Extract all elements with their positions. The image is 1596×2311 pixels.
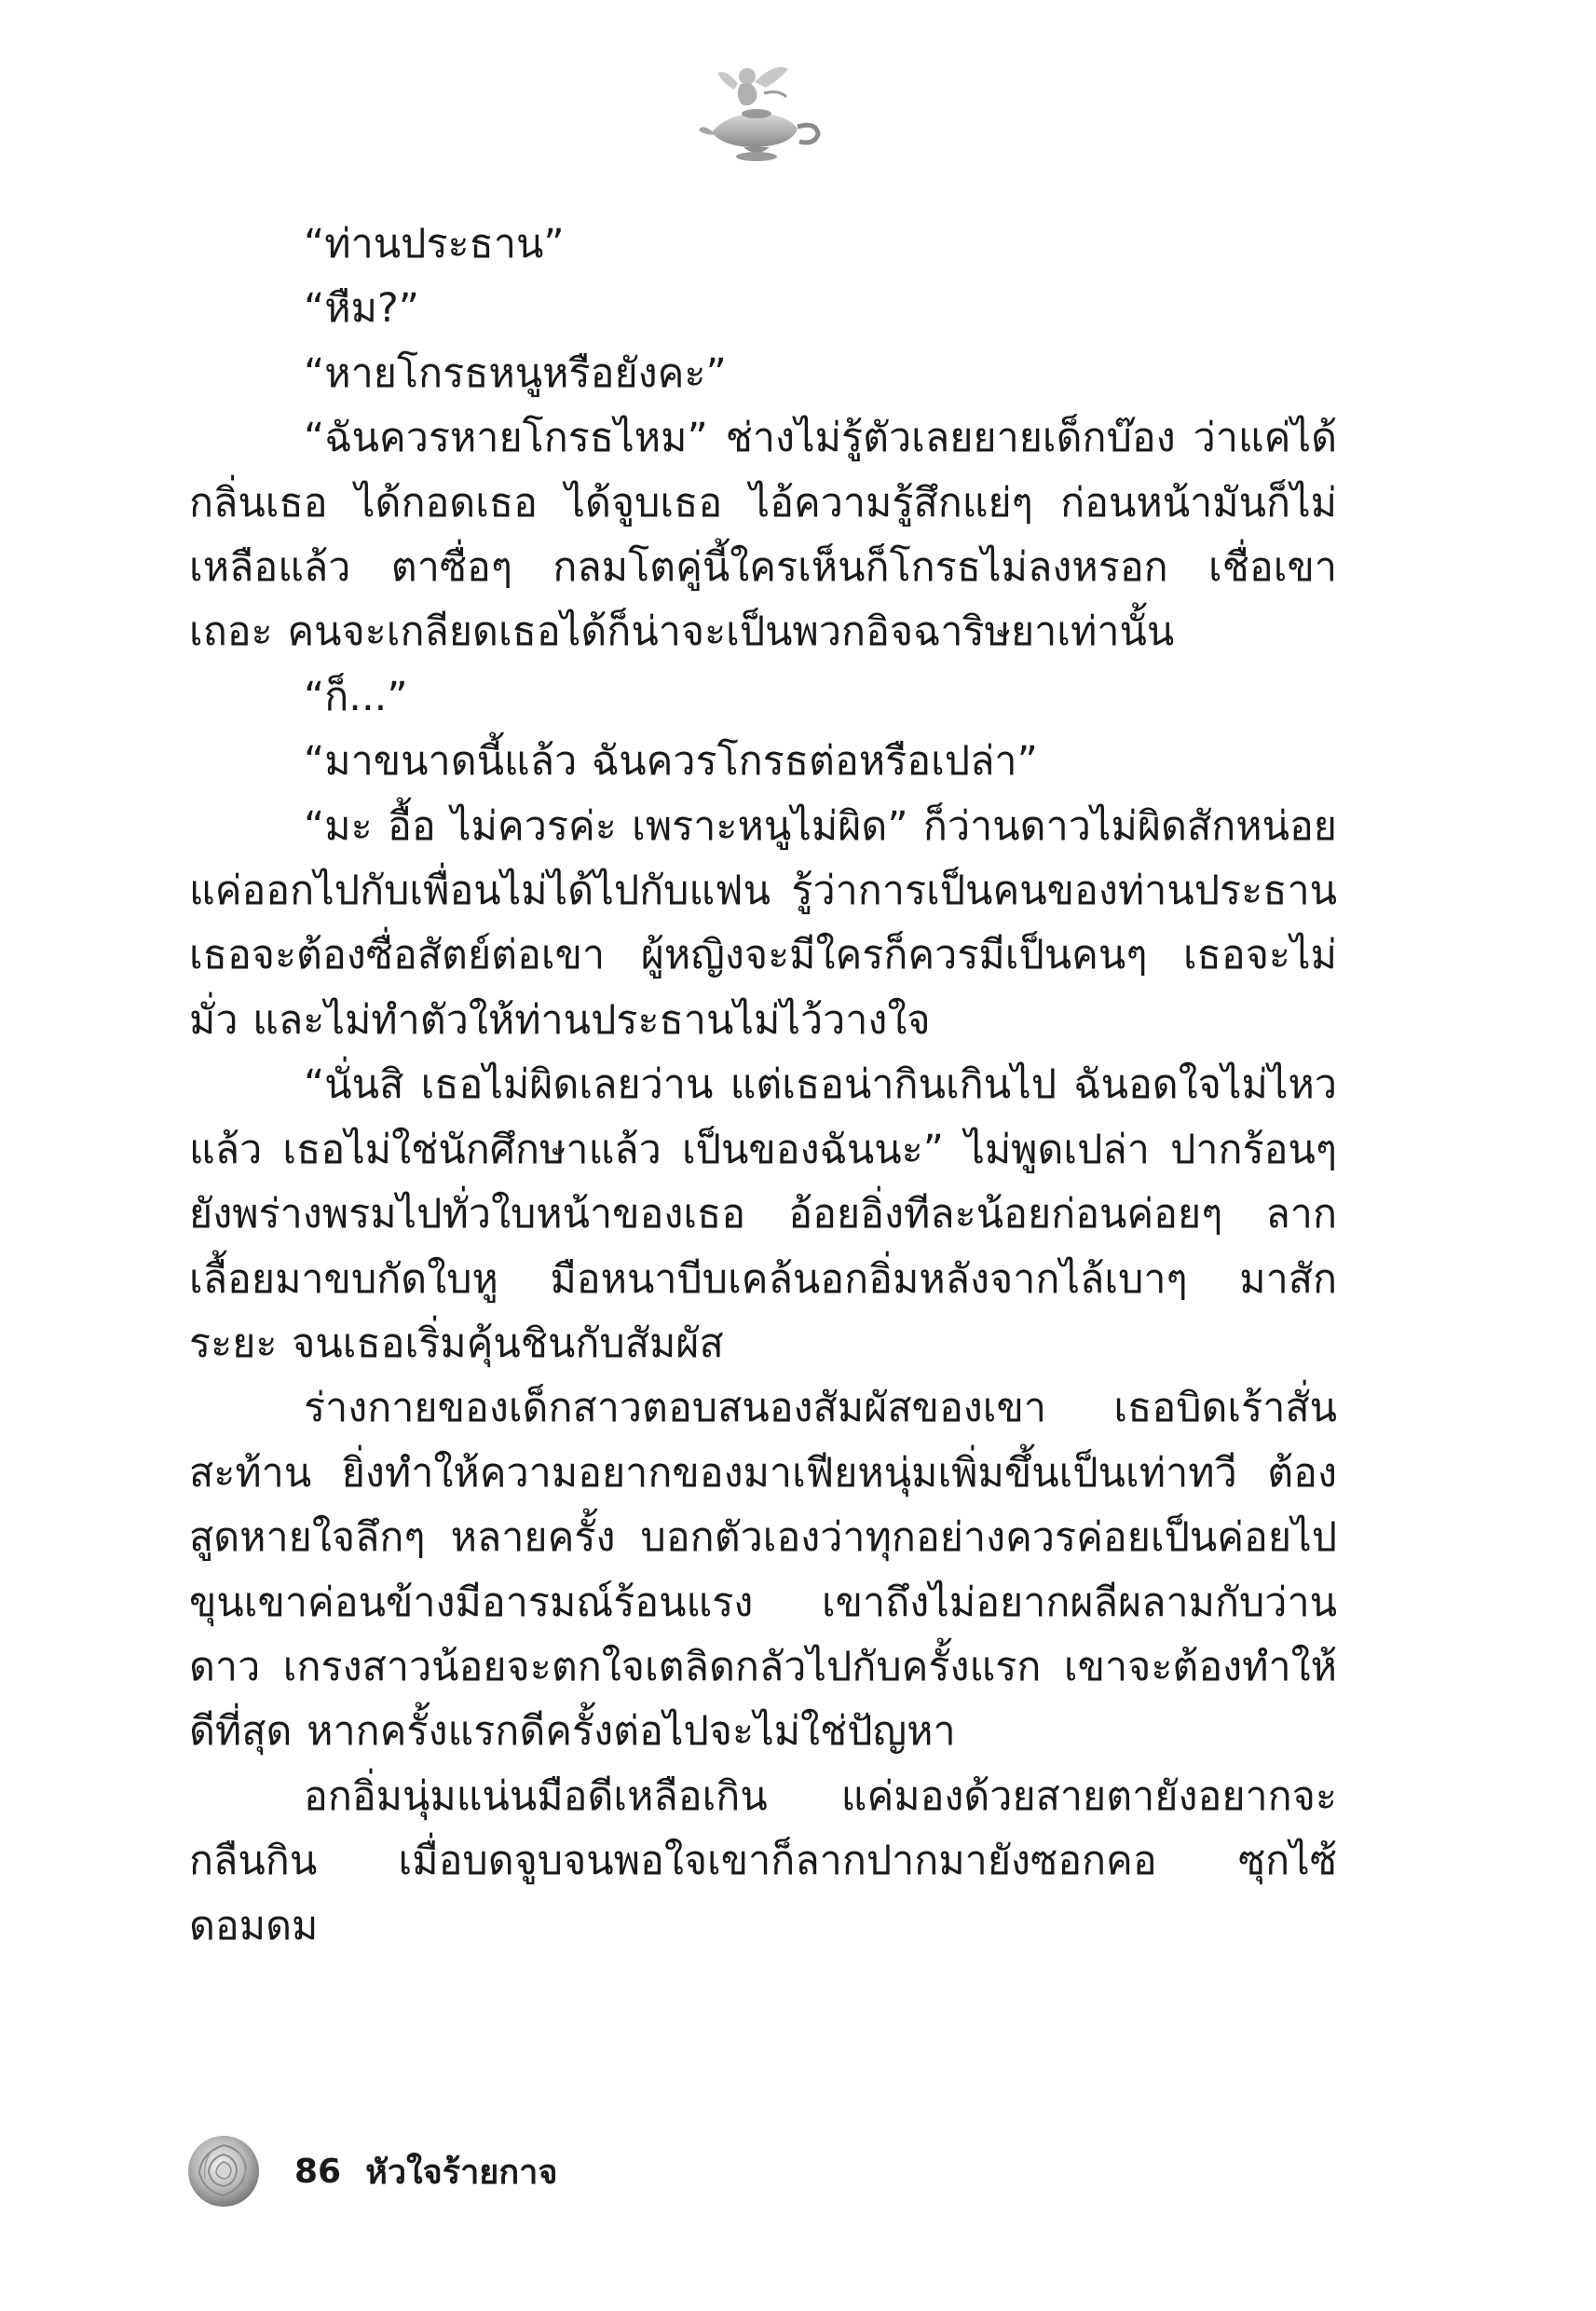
book-title: หัวใจร้ายกาจ (365, 2153, 558, 2192)
page-footer (184, 2129, 557, 2213)
paragraph: “มาขนาดนี้แล้ว ฉันควรโกรธต่อหรือเปล่า” (304, 738, 1038, 786)
paragraph: “ฉันควรหายโกรธไหม” ช่างไม่รู้ตัวเลยยายเด็กบ๊อง ว่าแค่ได้กลิ่นเธอ ได้กอดเธอ ได้จูบเธอ ไอ้ความรู้สึกแย่ๆ ก่อนหน้ามันก็ไม่เหลือแล้ว ตาซื่อๆ กลมโตคู่นี้ใครเห็นก็โกรธไม่ลงหรอก เชื่อเขาเถอะ คนจะเกลียดเธอได้ก็น่าจะเป็นพวกอิจฉาริษยาเท่านั้น (189, 415, 1337, 656)
paragraph: อกอิ่มนุ่มแน่นมือดีเหลือเกิน แค่มองด้วยสายตายังอยากจะกลืนกิน เมื่อบดจูบจนพอใจเขาก็ลากปากมายังซอกคอ ซุกไซ้ ดอมดม (189, 1772, 1337, 1949)
genie-lamp-icon (689, 56, 829, 168)
page-number: 86 (294, 2152, 342, 2191)
paragraph: “หืม?” (304, 285, 420, 333)
paragraph: “มะ อื้อ ไม่ควรค่ะ เพราะหนูไม่ผิด” ก็ว่านดาวไม่ผิดสักหน่อย แค่ออกไปกับเพื่อนไม่ได้ไปกับแฟน รู้ว่าการเป็นคนของท่านประธาน เธอจะต้องซื่อสัตย์ต่อเขา ผู้หญิงจะมีใครก็ควรมีเป็นคนๆ เธอจะไม่มั่ว และไม่ทำตัวให้ท่านประธานไม่ไว้วางใจ (189, 802, 1337, 1044)
body-text (189, 212, 1337, 1959)
paragraph: “หายโกรธหนูหรือยังคะ” (304, 349, 727, 397)
rose-icon (184, 2132, 263, 2210)
paragraph: “ท่านประธาน” (304, 221, 565, 267)
paragraph: ร่างกายของเด็กสาวตอบสนองสัมผัสของเขา เธอบิดเร้าสั่นสะท้าน ยิ่งทำให้ความอยากของมาเฟียหนุ่มเพิ่มขึ้นเป็นเท่าทวี ต้องสูดหายใจลึกๆ หลายครั้ง บอกตัวเองว่าทุกอย่างควรค่อยเป็นค่อยไป ขุนเขาค่อนข้างมีอารมณ์ร้อนแรง เขาถึงไม่อยากผลีผลามกับว่านดาว เกรงสาวน้อยจะตกใจเตลิดกลัวไปกับครั้งแรก เขาจะต้องทำให้ดีที่สุด หากครั้งแรกดีครั้งต่อไปจะไม่ใช่ปัญหา (189, 1385, 1337, 1756)
paragraph: “นั่นสิ เธอไม่ผิดเลยว่าน แต่เธอน่ากินเกินไป ฉันอดใจไม่ไหวแล้ว เธอไม่ใช่นักศึกษาแล้ว เป็นของฉันนะ” ไม่พูดเปล่า ปากร้อนๆ ยังพร่างพรมไปทั่วใบหน้าของเธอ อ้อยอิ่งทีละน้อยก่อนค่อยๆ ลากเลื้อยมาขบกัดใบหู มือหนาบีบเคล้นอกอิ่มหลังจากไล้เบาๆ มาสักระยะ จนเธอเริ่มคุ้นชินกับสัมผัส (189, 1061, 1337, 1367)
paragraph: “ก็...” (304, 673, 408, 720)
